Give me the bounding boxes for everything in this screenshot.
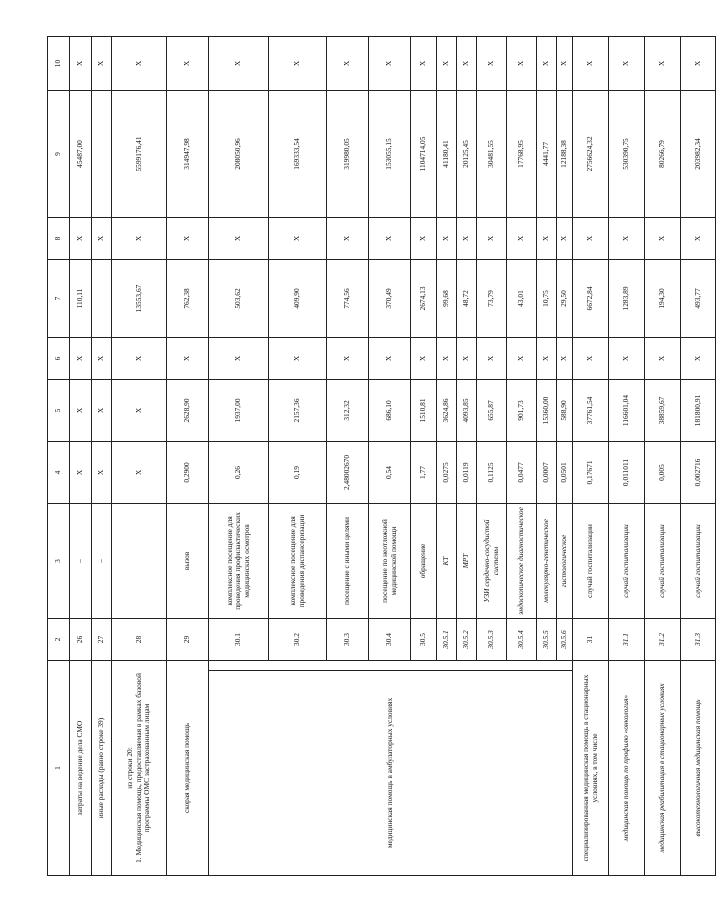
row-c7: 29,50: [557, 259, 573, 337]
row-c8: X: [112, 217, 167, 259]
row-unit: посещение по неотложной медицинской помощи: [369, 503, 411, 618]
row-c6: X: [557, 337, 573, 379]
row-c8: X: [92, 217, 112, 259]
row-c4: 0,54: [369, 441, 411, 503]
row-c7: 43,01: [507, 259, 537, 337]
table-row: [112, 36, 167, 875]
row-c10: X: [369, 36, 411, 90]
row-c4: 0,011011: [609, 441, 645, 503]
col-header-6: 6: [48, 337, 70, 379]
row-c9: 1104714,05: [411, 90, 437, 217]
col-header-10: 10: [48, 36, 70, 90]
row-c4: 0,17671: [573, 441, 609, 503]
col-header-1: 1: [48, 660, 70, 875]
row-c10: X: [112, 36, 167, 90]
table-row: [209, 36, 269, 875]
row-c9: 20125,45: [457, 90, 477, 217]
row-name: иные расходы (равно строке 39): [92, 660, 112, 875]
row-c4: 0,002716: [681, 441, 716, 503]
row-unit: случай госпитализации: [609, 503, 645, 618]
row-line: 30.1: [209, 618, 269, 660]
row-c6: X: [437, 337, 457, 379]
row-c9: 314947,98: [167, 90, 209, 217]
row-c7: 1283,89: [609, 259, 645, 337]
row-c5: 1937,00: [209, 379, 269, 441]
row-c7: 6672,84: [573, 259, 609, 337]
row-c6: X: [209, 337, 269, 379]
col-header-9: 9: [48, 90, 70, 217]
row-c10: X: [209, 36, 269, 90]
row-c8: X: [557, 217, 573, 259]
row-c4: 0,0275: [437, 441, 457, 503]
row-c10: X: [681, 36, 716, 90]
row-c9: 17768,95: [507, 90, 537, 217]
row-c6: X: [457, 337, 477, 379]
row-c6: X: [167, 337, 209, 379]
row-c5: 1510,81: [411, 379, 437, 441]
row-c5: X: [92, 379, 112, 441]
row-c10: X: [411, 36, 437, 90]
row-c7: 99,68: [437, 259, 457, 337]
row-c9: 319980,05: [327, 90, 369, 217]
row-c5: 686,10: [369, 379, 411, 441]
row-c9: 80266,79: [645, 90, 681, 217]
row-c5: 37761,54: [573, 379, 609, 441]
row-c5: 181800,91: [681, 379, 716, 441]
row-c8: X: [457, 217, 477, 259]
row-c5: X: [70, 379, 92, 441]
row-c5: 2628,90: [167, 379, 209, 441]
row-c4: X: [92, 441, 112, 503]
row-c6: X: [327, 337, 369, 379]
row-unit: случай госпитализации: [681, 503, 716, 618]
row-c10: X: [645, 36, 681, 90]
table-row: [645, 36, 681, 875]
row-c5: 4093,85: [457, 379, 477, 441]
header-row: [48, 36, 70, 875]
row-name: высокотехнологичная медицинская помощь: [681, 660, 716, 875]
row-line: 31.1: [609, 618, 645, 660]
row-c9: 208050,96: [209, 90, 269, 217]
row-c8: X: [477, 217, 507, 259]
row-c6: X: [477, 337, 507, 379]
row-c4: 2,48002670: [327, 441, 369, 503]
row-line: 28: [112, 618, 167, 660]
row-c6: X: [92, 337, 112, 379]
row-c6: X: [70, 337, 92, 379]
row-c6: X: [609, 337, 645, 379]
row-c5: 312,32: [327, 379, 369, 441]
col-header-7: 7: [48, 259, 70, 337]
row-c4: 0,0477: [507, 441, 537, 503]
row-line: 30.5.4: [507, 618, 537, 660]
table-row: [92, 36, 112, 875]
row-name: затраты на ведение дела СМО: [70, 660, 92, 875]
row-c7: 503,62: [209, 259, 269, 337]
row-c5: 655,87: [477, 379, 507, 441]
row-unit: эндоскопическое диагностическое: [507, 503, 537, 618]
row-unit: УЗИ сердечно-сосудистой системы: [477, 503, 507, 618]
row-c7: [92, 259, 112, 337]
row-c7: 409,90: [269, 259, 327, 337]
row-unit: –: [92, 503, 112, 618]
ambulatory-group-spacer: [209, 660, 573, 670]
row-name: медицинская реабилитация в стационарных условиях: [645, 660, 681, 875]
ambulatory-group-label: медицинская помощь в амбулаторных условиях: [209, 671, 573, 876]
row-c5: 116601,04: [609, 379, 645, 441]
row-line: 26: [70, 618, 92, 660]
row-unit: –: [70, 503, 92, 618]
row-c5: 15360,00: [537, 379, 557, 441]
row-c4: 0,1125: [477, 441, 507, 503]
row-c7: 2674,13: [411, 259, 437, 337]
row-c5: 2157,36: [269, 379, 327, 441]
row-c10: X: [609, 36, 645, 90]
row-c8: X: [411, 217, 437, 259]
row-line: 27: [92, 618, 112, 660]
row-c8: X: [507, 217, 537, 259]
row-c10: X: [573, 36, 609, 90]
row-c6: X: [112, 337, 167, 379]
row-c6: X: [537, 337, 557, 379]
row-c7: 73,79: [477, 259, 507, 337]
row-c8: X: [167, 217, 209, 259]
budget-table: [47, 36, 716, 876]
row-c4: X: [70, 441, 92, 503]
row-name: скорая медицинская помощь: [167, 660, 209, 875]
row-c6: X: [645, 337, 681, 379]
row-c10: X: [70, 36, 92, 90]
table-row: [70, 36, 92, 875]
row-c7: 370,49: [369, 259, 411, 337]
row-unit: комплексное посещение для проведения диспансеризации: [269, 503, 327, 618]
row-c8: X: [681, 217, 716, 259]
row-unit: комплексное посещение для проведения профилактических медицинских осмотров: [209, 503, 269, 618]
row-c10: X: [537, 36, 557, 90]
row-c5: 901,73: [507, 379, 537, 441]
row-c8: X: [369, 217, 411, 259]
row-line: 30.5: [411, 618, 437, 660]
row-c10: X: [167, 36, 209, 90]
col-header-5: 5: [48, 379, 70, 441]
row-line: 30.4: [369, 618, 411, 660]
row-line: 31.2: [645, 618, 681, 660]
row-c6: X: [507, 337, 537, 379]
row-name: медицинская помощь по профилю «онкология»: [609, 660, 645, 875]
row-c8: X: [537, 217, 557, 259]
row-c10: X: [557, 36, 573, 90]
table-row: [609, 36, 645, 875]
row-unit: случай госпитализации: [645, 503, 681, 618]
row-c8: X: [269, 217, 327, 259]
row-c7: 48,72: [457, 259, 477, 337]
table-row: [167, 36, 209, 875]
row-c8: X: [609, 217, 645, 259]
row-unit: МРТ: [457, 503, 477, 618]
table-row: [573, 36, 609, 875]
row-line: 30.5.5: [537, 618, 557, 660]
row-c5: 38859,67: [645, 379, 681, 441]
row-line: 30.5.1: [437, 618, 457, 660]
col-header-4: 4: [48, 441, 70, 503]
row-c6: X: [369, 337, 411, 379]
row-c10: X: [437, 36, 457, 90]
row-c9: 5599176,41: [112, 90, 167, 217]
row-unit: обращение: [411, 503, 437, 618]
row-unit: КТ: [437, 503, 457, 618]
row-line: 30.5.2: [457, 618, 477, 660]
row-line: 31.3: [681, 618, 716, 660]
row-unit: вызов: [167, 503, 209, 618]
row-unit: [112, 503, 167, 618]
row-c9: 30481,55: [477, 90, 507, 217]
row-line: 30.5.3: [477, 618, 507, 660]
row-c9: 530390,75: [609, 90, 645, 217]
row-c6: X: [681, 337, 716, 379]
row-c9: 4441,77: [537, 90, 557, 217]
rotated-sheet: [47, 37, 702, 876]
row-c10: X: [269, 36, 327, 90]
row-c8: X: [645, 217, 681, 259]
row-c5: 588,90: [557, 379, 573, 441]
col-header-2: 2: [48, 618, 70, 660]
row-c4: 0,0501: [557, 441, 573, 503]
row-line: 30.2: [269, 618, 327, 660]
row-c5: X: [112, 379, 167, 441]
row-c6: X: [269, 337, 327, 379]
row-c7: 110,11: [70, 259, 92, 337]
row-c9: 153055,15: [369, 90, 411, 217]
row-name: специализированная медицинская помощь в стационарных условиях, в том числе: [573, 660, 609, 875]
row-line: 30.5.6: [557, 618, 573, 660]
col-header-3: 3: [48, 503, 70, 618]
row-c10: X: [327, 36, 369, 90]
row-c9: 45487,00: [70, 90, 92, 217]
row-c9: 169333,54: [269, 90, 327, 217]
row-c8: X: [70, 217, 92, 259]
row-line: 31: [573, 618, 609, 660]
row-c4: X: [112, 441, 167, 503]
row-line: 29: [167, 618, 209, 660]
row-c6: X: [573, 337, 609, 379]
row-c9: 12188,38: [557, 90, 573, 217]
row-c9: [92, 90, 112, 217]
row-c8: X: [573, 217, 609, 259]
row-c7: 762,38: [167, 259, 209, 337]
row-unit: молекулярно-генетическое: [537, 503, 557, 618]
row-unit: случай госпитализации: [573, 503, 609, 618]
row-c4: 0,2900: [167, 441, 209, 503]
col-header-8: 8: [48, 217, 70, 259]
row-c8: X: [209, 217, 269, 259]
row-name: из строки 20: 1. Медицинская помощь, предоставляемая в рамках базовой программы ОМС застрахованным лицам: [112, 660, 167, 875]
row-unit: гистологическое: [557, 503, 573, 618]
row-c10: X: [477, 36, 507, 90]
row-c7: 13553,67: [112, 259, 167, 337]
row-c7: 493,77: [681, 259, 716, 337]
row-c4: 0,0007: [537, 441, 557, 503]
row-c8: X: [437, 217, 457, 259]
row-c7: 10,75: [537, 259, 557, 337]
row-c9: 2756624,32: [573, 90, 609, 217]
row-c4: 1,77: [411, 441, 437, 503]
row-c7: 774,56: [327, 259, 369, 337]
row-c4: 0,19: [269, 441, 327, 503]
row-c8: X: [327, 217, 369, 259]
row-c7: 194,30: [645, 259, 681, 337]
row-c4: 0,005: [645, 441, 681, 503]
row-unit: посещение с иными целями: [327, 503, 369, 618]
row-c10: X: [507, 36, 537, 90]
row-c10: X: [92, 36, 112, 90]
row-c4: 0,26: [209, 441, 269, 503]
row-c6: X: [411, 337, 437, 379]
row-line: 30.3: [327, 618, 369, 660]
row-c5: 3624,86: [437, 379, 457, 441]
row-c9: 203982,34: [681, 90, 716, 217]
table-row: [681, 36, 716, 875]
row-c9: 41180,41: [437, 90, 457, 217]
row-c10: X: [457, 36, 477, 90]
row-c4: 0,0119: [457, 441, 477, 503]
